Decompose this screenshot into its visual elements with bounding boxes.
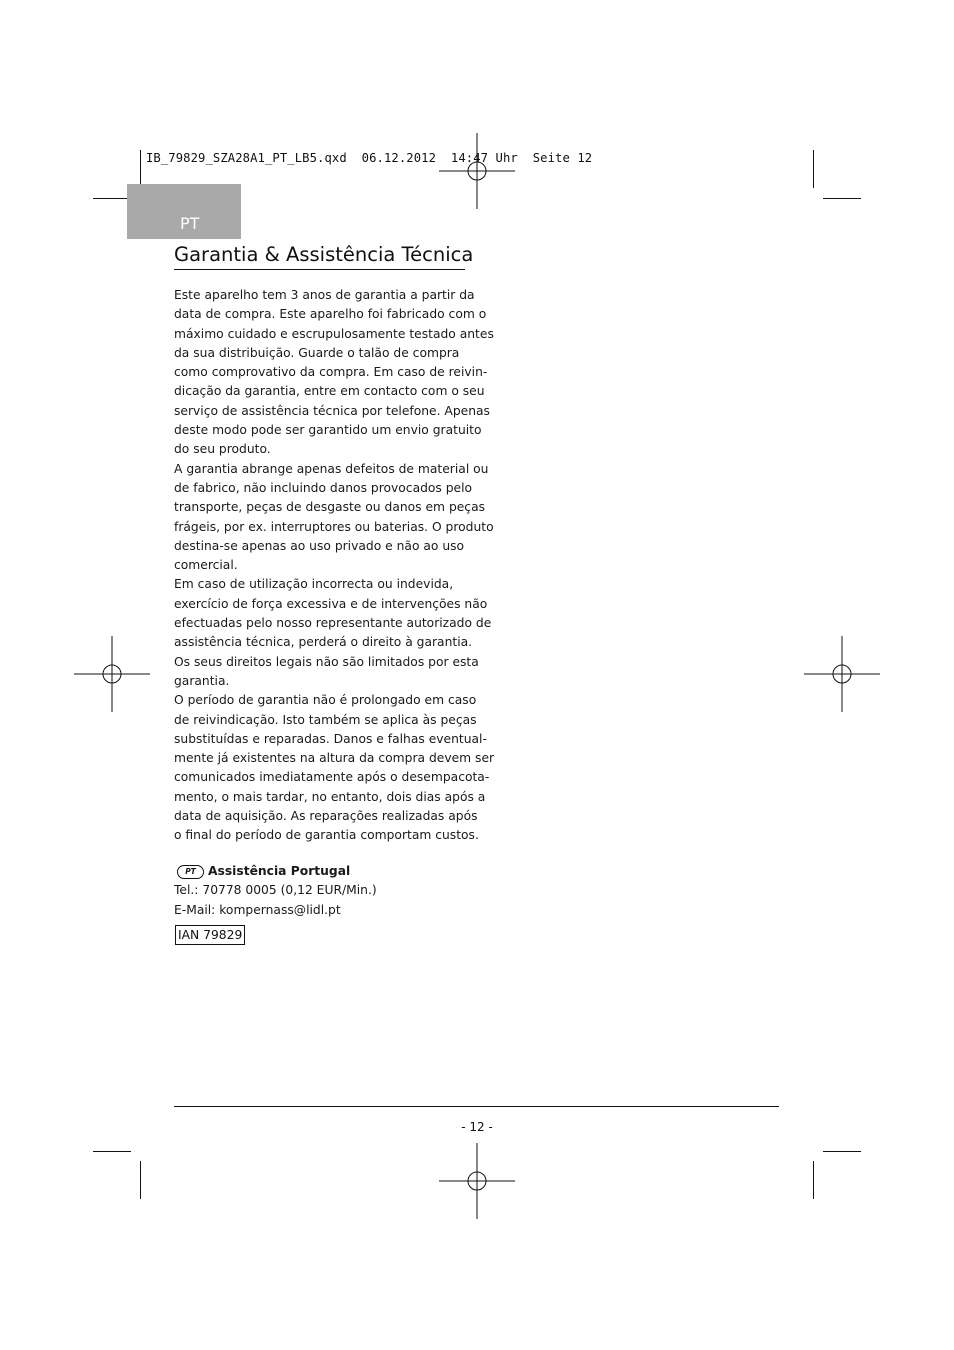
text-line: data de compra. Este aparelho foi fabricado com o (174, 307, 487, 322)
crop-mark (813, 1161, 814, 1199)
page-number: - 12 - (461, 1120, 493, 1134)
registration-mark-right (804, 636, 880, 712)
service-phone: Tel.: 70778 0005 (0,12 EUR/Min.) (174, 883, 377, 898)
text-line: substituídas e reparadas. Danos e falhas eventual- (174, 731, 487, 746)
registration-mark-top (439, 133, 515, 209)
warranty-text (174, 286, 495, 846)
registration-mark-left (74, 636, 150, 712)
text-line: serviço de assistência técnica por telefone. Apenas (174, 403, 490, 418)
language-tab-label: PT (180, 214, 200, 233)
text-line: frágeis, por ex. interruptores ou baterias. O produto (174, 519, 494, 534)
text-line: de fabrico, não incluindo danos provocados pelo (174, 480, 473, 495)
crop-mark (140, 150, 141, 188)
text-line: A garantia abrange apenas defeitos de material ou (174, 461, 489, 476)
text-line: dicação da garantia, entre em contacto com o seu (174, 384, 485, 399)
country-badge: PT (177, 865, 204, 879)
text-line: máximo cuidado e escrupulosamente testado antes (174, 326, 494, 341)
text-line: efectuadas pelo nosso representante autorizado de (174, 616, 492, 631)
text-line: destina-se apenas ao uso privado e não ao uso (174, 538, 465, 553)
crop-mark (823, 198, 861, 199)
text-line: como comprovativo da compra. Em caso de reivin- (174, 365, 488, 380)
crop-mark (93, 198, 131, 199)
text-line: O período de garantia não é prolongado em caso (174, 693, 477, 708)
service-contact (174, 862, 377, 920)
text-line: deste modo pode ser garantido um envio gratuito (174, 423, 482, 438)
language-tab (127, 184, 241, 239)
page-title: Garantia & Assistência Técnica (174, 243, 465, 270)
service-heading: Assistência Portugal (208, 864, 351, 878)
registration-mark-bottom (439, 1143, 515, 1219)
text-line: do seu produto. (174, 442, 271, 457)
text-line: de reivindicação. Isto também se aplica às peças (174, 712, 477, 727)
text-line: o final do período de garantia comportam custos. (174, 828, 479, 843)
text-line: Este aparelho tem 3 anos de garantia a partir da (174, 288, 475, 302)
text-line: garantia. (174, 673, 230, 688)
text-line: transporte, peças de desgaste ou danos em peças (174, 500, 486, 515)
text-line: Os seus direitos legais não são limitados por esta (174, 654, 479, 669)
service-heading-row (174, 862, 377, 881)
text-line: mente já existentes na altura da compra devem ser (174, 751, 495, 766)
text-line: data de aquisição. As reparações realizadas após (174, 809, 478, 824)
text-line: assistência técnica, perderá o direito à garantia. (174, 635, 473, 650)
text-line: Em caso de utilização incorrecta ou indevida, (174, 577, 454, 592)
text-line: comercial. (174, 558, 238, 573)
crop-mark (823, 1151, 861, 1152)
text-line: da sua distribuição. Guarde o talão de compra (174, 345, 460, 360)
ian-number: IAN 79829 (175, 925, 245, 945)
crop-mark (140, 1161, 141, 1199)
crop-mark (813, 150, 814, 188)
file-slug-line: IB_79829_SZA28A1_PT_LB5.qxd 06.12.2012 14:47 Uhr Seite 12 (146, 151, 593, 165)
text-line: exercício de força excessiva e de intervenções não (174, 596, 488, 611)
service-email: E-Mail: kompernass@lidl.pt (174, 902, 341, 917)
text-line: comunicados imediatamente após o desempacota- (174, 770, 490, 785)
text-line: mento, o mais tardar, no entanto, dois dias após a (174, 789, 486, 804)
footer-rule (174, 1106, 779, 1107)
crop-mark (93, 1151, 131, 1152)
